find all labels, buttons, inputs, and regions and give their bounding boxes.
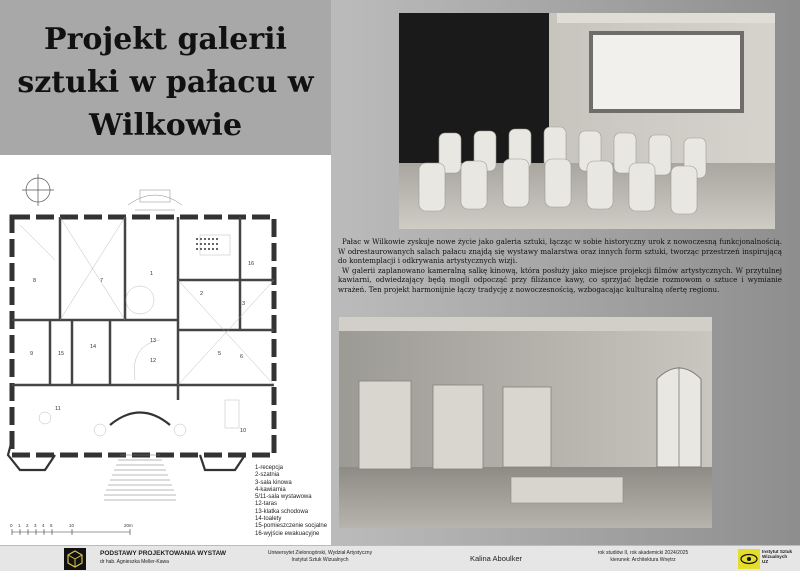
room-number: 15 xyxy=(58,351,65,357)
scale-label: 20m xyxy=(124,523,133,528)
title-line-2: sztuki w pałacu w xyxy=(17,65,314,100)
institute-logo-line: Instytut Sztuk xyxy=(762,549,793,554)
outer-walls xyxy=(12,217,274,455)
room-number: 5 xyxy=(218,351,222,357)
room-number: 9 xyxy=(30,351,34,357)
course-name: PODSTAWY PROJEKTOWANIA WYSTAW xyxy=(100,550,227,557)
title-line-1: Projekt galerii xyxy=(44,22,287,57)
room-number: 12 xyxy=(150,358,157,364)
institute-logo-line: Wizualnych xyxy=(762,554,788,560)
legend-item: 15-pomieszczenie socjalne xyxy=(255,523,328,530)
room-number: 13 xyxy=(150,338,157,344)
room-number: 1 xyxy=(150,271,154,277)
study-field: kierunek: Architektura Wnętrz xyxy=(610,556,676,563)
room-number: 2 xyxy=(200,291,204,297)
legend-item: 5/11-sala wystawowa xyxy=(255,494,312,501)
institute-logo-line: UZ xyxy=(762,559,769,565)
legend-item: 1-recepcja xyxy=(255,465,284,471)
description-paragraph-2: W galerii zaplanowano kameralną salkę kinową, która posłuży jako miejsce projekcji filmów artystycznych. W przytulnej kawiarni, odwiedzający będą mogli odpocząć przy filiżance kawy, co sprzyjać będzie rozmowom o sztuce i wymianie wrażeń. Ten projekt harmonijnie łączy tradycję z nowoczesnością, wzbogacając kulturalną ofertę regionu. xyxy=(338,265,782,294)
room-number: 11 xyxy=(55,406,61,412)
scale-label: 4 xyxy=(42,523,45,528)
room-legend xyxy=(255,465,327,538)
scale-label: 1 xyxy=(18,523,21,528)
room-numbers xyxy=(30,261,254,434)
legend-item: 16-wyjście ewakuacyjne xyxy=(255,530,320,537)
bay-windows xyxy=(8,413,245,471)
plan-details xyxy=(20,217,274,436)
room-number: 10 xyxy=(240,428,247,434)
scale-label: 3 xyxy=(34,523,37,528)
page-title xyxy=(10,18,321,147)
project-description xyxy=(338,237,782,295)
gallery-room-image xyxy=(339,317,712,528)
university-name: Uniwersytet Zielonogórski, Wydział Artystyczny xyxy=(267,550,373,556)
institute-name: Instytut Sztuk Wizualnych xyxy=(291,556,349,563)
author-name: Kalina Aboulker xyxy=(470,554,523,563)
scale-label: 2 xyxy=(26,523,29,528)
north-arrow-icon xyxy=(22,174,54,206)
cinema-seats xyxy=(196,238,218,250)
room-number: 6 xyxy=(240,354,244,360)
study-year: rok studiów II, rok akademicki 2024/2025 xyxy=(597,550,689,556)
scale-label: 5 xyxy=(50,523,53,528)
interior-walls xyxy=(12,217,274,400)
cube-logo-icon xyxy=(64,548,86,570)
legend-item: 3-sala kinowa xyxy=(255,479,292,486)
legend-item: 12-taras xyxy=(255,501,278,508)
left-panel xyxy=(0,0,331,545)
scale-label: 10 xyxy=(69,523,75,528)
legend-item: 2-szatnia xyxy=(255,472,280,479)
title-box xyxy=(0,0,331,155)
course-info xyxy=(100,550,226,566)
study-info xyxy=(588,550,698,563)
room-number: 14 xyxy=(90,344,97,350)
footer-bar xyxy=(0,545,800,571)
room-number: 7 xyxy=(100,278,104,284)
top-entrance xyxy=(128,190,182,210)
bottom-stairs xyxy=(104,455,176,500)
room-number: 8 xyxy=(33,278,37,284)
description-paragraph-1: Pałac w Wilkowie zyskuje nowe życie jako galeria sztuki, łącząc w sobie historyczny urok z nowoczesną funkcjonalnością. W odrestaurowanych salach pałacu znajdą się wystawy malarstwa oraz innych form sztuki, tworząc przestrzeń inspirującą do kontemplacji i odkrywania artystycznych wizji. xyxy=(338,237,782,266)
scale-label: 0 xyxy=(10,523,13,528)
room-number: 16 xyxy=(248,261,255,267)
legend-item: 13-klatka schodowa xyxy=(255,508,309,515)
cinema-room-image xyxy=(399,13,775,229)
institute-logo-text xyxy=(762,549,792,565)
legend-item: 4-kawiarnia xyxy=(255,486,286,493)
room-number: 3 xyxy=(242,301,246,307)
scale-labels xyxy=(10,523,133,528)
scale-bar xyxy=(12,529,130,535)
title-line-3: Wilkowie xyxy=(88,108,243,143)
legend-item: 14-toalety xyxy=(255,516,282,523)
university-info xyxy=(265,550,375,563)
course-teacher: dr hab. Agnieszka Meller-Kawa xyxy=(100,559,169,565)
